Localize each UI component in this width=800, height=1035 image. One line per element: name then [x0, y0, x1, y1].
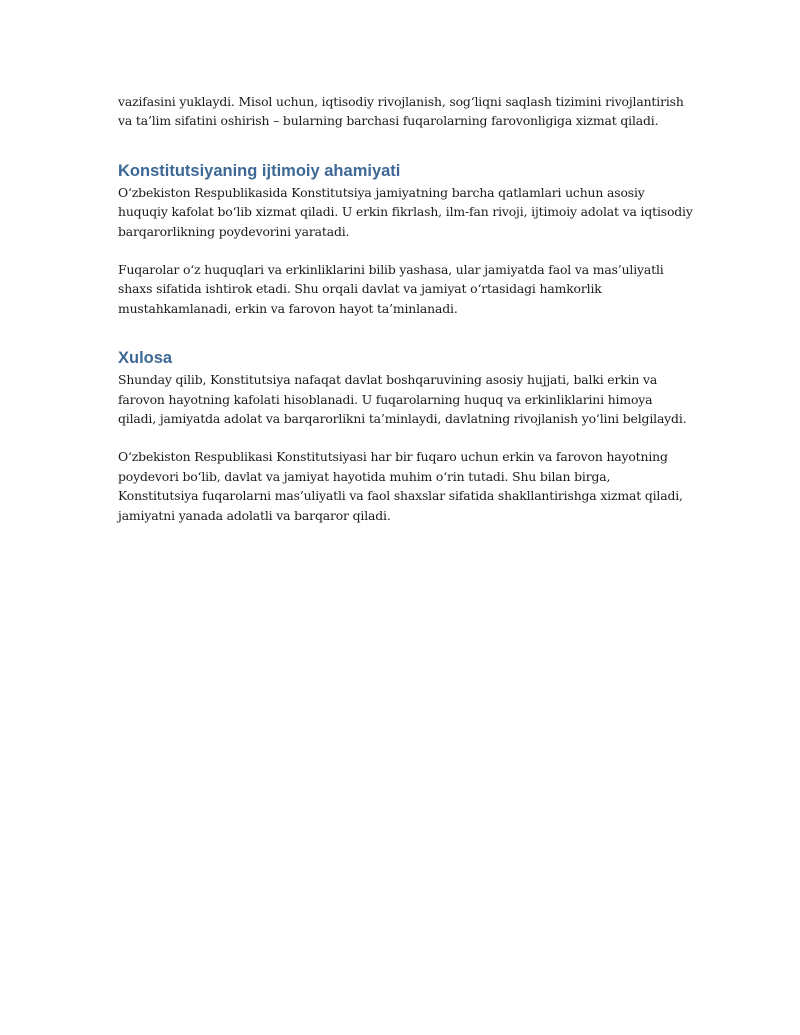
paragraph: O‘zbekiston Respublikasi Konstitutsiyasi har bir fuqaro uchun erkin va farovon hayotning poydevori bo‘lib, davlat va jamiyat hayotida muhim o‘rin tutadi. Shu bilan birga, Konstitutsiya fuqarolarni mas’uliyatli va faol shaxslar sifatida shakllantirishga xizmat qiladi, jamiyatni yanada adolatli va barqaror qiladi.: [118, 449, 683, 523]
paragraph: O‘zbekiston Respublikasida Konstitutsiya jamiyatning barcha qatlamlari uchun asosiy huquqiy kafolat bo‘lib xizmat qiladi. U erkin fikrlash, ilm-fan rivoji, ijtimoiy adolat va iqtisodiy barqarorlikning poydevorini yaratadi.: [118, 184, 693, 239]
section-heading-conclusion: Xulosa: [118, 349, 173, 368]
intro-paragraph: vazifasini yuklaydi. Misol uchun, iqtisodiy rivojlanish, sog‘liqni saqlash tizimini rivojlantirish va ta’lim sifatini oshirish – bularning barchasi fuqarolarning farovonligiga xizmat qiladi.: [118, 94, 684, 129]
section-heading-social-importance: Konstitutsiyaning ijtimoiy ahamiyati: [118, 161, 401, 180]
paragraph: Shunday qilib, Konstitutsiya nafaqat davlat boshqaruvining asosiy hujjati, balki erkin va farovon hayotning kafolati hisoblanadi. U fuqarolarning huquq va erkinliklarini himoya qiladi, jamiyatda adolat va barqarorlikni ta’minlaydi, davlatning rivojlanish yo‘lini belgilaydi.: [118, 372, 687, 427]
document-body: [118, 92, 693, 525]
paragraph: Fuqarolar o‘z huquqlari va erkinliklarini bilib yashasa, ular jamiyatda faol va mas’uliyatli shaxs sifatida ishtirok etadi. Shu orqali davlat va jamiyat o‘rtasidagi hamkorlik mustahkamlanadi, erkin va farovon hayot ta’minlanadi.: [118, 262, 664, 316]
